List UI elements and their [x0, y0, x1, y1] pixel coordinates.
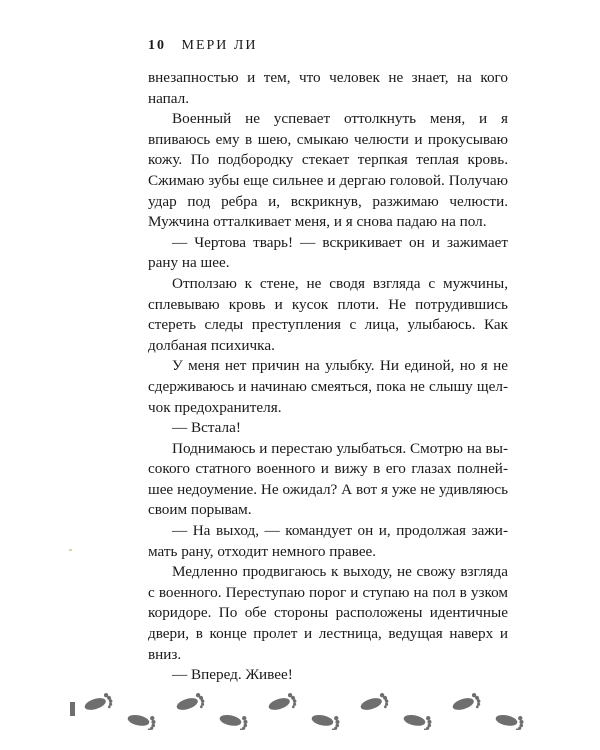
- footprint-icon: [451, 692, 483, 716]
- paragraph: Поднимаюсь и перестаю улыбаться. Смотрю на высокого статного военного и вижу в его глазах полнейшее недоумение. Не ожидал? А вот я уже не удивляюсь своим порывам.: [148, 439, 508, 519]
- author-name: МЕРИ ЛИ: [181, 38, 258, 53]
- paragraph: — Встала!: [172, 419, 241, 437]
- paragraph: Медленно продвигаюсь к выходу, не свожу взгляда с военного. Переступаю порог и ступаю на пол в узком коридоре. По обе стороны расположены идентичные двери, в конце пролет и лестница, ведущая наверх и вниз.: [148, 563, 508, 663]
- footprint-icon: [267, 692, 299, 716]
- paragraph: — На выход, — командует он и, продолжая зажимать рану, отходит немного правее.: [148, 522, 508, 560]
- body-text: [148, 68, 508, 686]
- footprints-ornament: [70, 690, 540, 730]
- running-header: [148, 38, 258, 54]
- footprint-icon: [218, 711, 249, 730]
- footprint-icon: [402, 711, 433, 730]
- paragraph: Отползаю к стене, не сводя взгляда с мужчины, сплевываю кровь и кусок плоти. Не потрудившись стереть следы преступления с лица, улыбаюсь. Как долбаная психичка.: [148, 274, 508, 354]
- footprint-icon: [494, 711, 525, 730]
- page-number: 10: [148, 38, 166, 53]
- footprint-icon: [310, 711, 341, 730]
- paragraph: — Вперед. Живее!: [172, 666, 293, 684]
- footprint-icon: [359, 692, 391, 716]
- paragraph: — Чертова тварь! — вскрикивает он и зажимает рану на шее.: [148, 233, 508, 272]
- footprint-icon: [83, 692, 115, 716]
- footprint-icon: [175, 692, 207, 716]
- footprint-icon: [126, 711, 157, 730]
- paragraph: Военный не успевает оттолкнуть меня, и я впиваюсь ему в шею, смыкаю челюсти и прокусываю кожу. По подбородку стекает терпкая теплая кровь. Сжимаю зубы еще сильнее и дергаю головой. Получаю удар под ребра и, вскрикнув, разжимаю челюсти. Мужчина отталкивает меня, и я снова падаю на пол.: [148, 110, 508, 231]
- footprint-icon: [70, 702, 75, 716]
- paper-speck: [69, 549, 72, 551]
- paragraph: У меня нет причин на улыбку. Ни единой, но я не сдерживаюсь и начинаю смеяться, пока не слышу щелчок предохранителя.: [148, 357, 508, 416]
- paragraph: внезапностью и тем, что человек не знает, на кого напал.: [148, 69, 508, 107]
